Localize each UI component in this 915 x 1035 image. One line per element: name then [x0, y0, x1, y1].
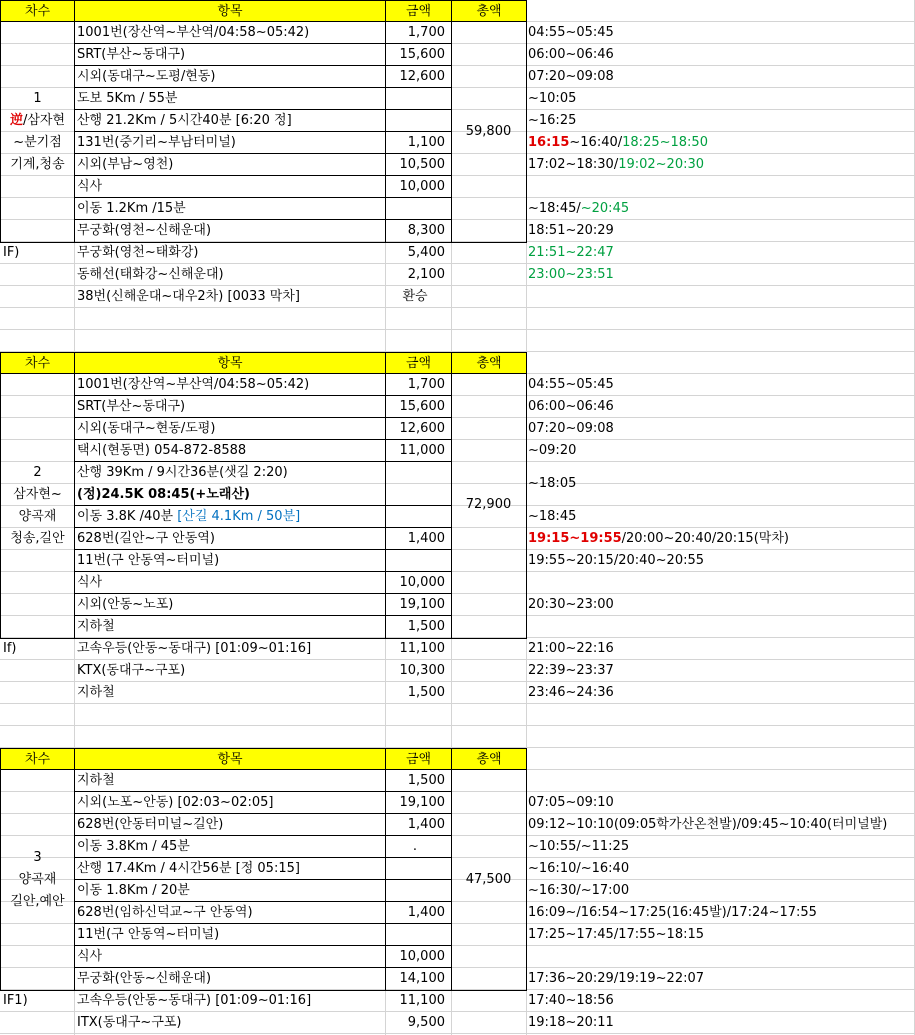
time-text: ~10:05 [528, 91, 577, 106]
row-item: ITX(동대구~구포) [77, 1015, 182, 1030]
time-text: 18:51~20:29 [528, 223, 614, 238]
time-text: 07:05~09:10 [528, 795, 614, 810]
row-item: 무궁화(안동~신해운대) [77, 971, 212, 986]
row-time [526, 770, 914, 792]
row-time [526, 22, 914, 44]
row-amount: 8,300 [407, 223, 445, 238]
time-text: 17:36~20:29/19:19~22:07 [528, 971, 705, 986]
row-item: 식사 [77, 575, 103, 590]
row-time [526, 110, 914, 132]
section2-label-text3: 청송,길안 [10, 531, 65, 546]
row-item: 지하철 [77, 773, 115, 788]
section1-label-text: /삼자현 [22, 113, 66, 128]
row-item: 시외(안동~노포) [77, 597, 174, 612]
time-text: 19:18~20:11 [528, 1015, 614, 1030]
header-chongaek: 총액 [451, 748, 527, 770]
header-hangmok: 항목 [74, 748, 386, 770]
row-amount: 1,100 [407, 135, 445, 150]
row-item: 이동 3.8Km / 45분 [77, 839, 190, 854]
section1-total: 59,800 [465, 124, 512, 139]
row-amount: 10,300 [399, 663, 445, 678]
row-time [526, 176, 914, 198]
row-amount: 10,000 [399, 575, 445, 590]
time-alt: 18:25~18:50 [622, 135, 708, 150]
time-text: 23:46~24:36 [528, 685, 614, 700]
header-geumaek: 금액 [385, 0, 452, 22]
row-amount [385, 110, 451, 132]
section2-move-row [74, 506, 385, 528]
header-geumaek: 금액 [385, 748, 452, 770]
section2-label-text2: 양곡재 [18, 509, 57, 524]
header-chasu: 차수 [0, 748, 75, 770]
time-alt: 23:00~23:51 [528, 267, 614, 282]
section3-total: 47,500 [465, 872, 512, 887]
row-amount: 5,400 [407, 245, 445, 260]
row-time [526, 792, 914, 814]
row-time [526, 594, 914, 616]
row-amount: 14,100 [399, 971, 445, 986]
row-item: 산행 17.4Km / 4시간56분 [정 05:15] [77, 861, 300, 876]
row-item: 고속우등(안동~동대구) [01:09~01:16] [77, 641, 312, 656]
section1-num: 1 [33, 91, 42, 106]
row-time [526, 968, 914, 990]
row-amount [385, 198, 451, 220]
row-amount [385, 88, 451, 110]
row-item: 시외(부남~영천) [77, 157, 174, 172]
time-text: 17:40~18:56 [528, 993, 614, 1008]
row-amount: 19,100 [399, 795, 445, 810]
time-text: ~16:40/ [569, 135, 623, 150]
time-text: 09:12~10:10(09:05학가산온천발)/09:45~10:40(터미널발) [528, 817, 888, 832]
row-time [526, 440, 914, 462]
header-chasu: 차수 [0, 352, 75, 374]
row-item: 지하철 [77, 685, 115, 700]
row-time [526, 682, 914, 704]
row-time [526, 286, 914, 308]
section3-label-text2: 길안,예안 [10, 894, 65, 909]
time-text: 06:00~06:46 [528, 399, 614, 414]
row-amount: 2,100 [407, 267, 445, 282]
row-time [526, 572, 914, 594]
row-time [526, 198, 914, 220]
header-chongaek: 총액 [451, 0, 527, 22]
row-amount: . [412, 839, 418, 854]
row-time [526, 814, 914, 836]
section2-num: 2 [33, 465, 42, 480]
section1-label [0, 88, 75, 176]
row-item: 시외(동대구~도평/현동) [77, 69, 216, 84]
row-amount: 19,100 [399, 597, 445, 612]
time-text: 06:00~06:46 [528, 47, 614, 62]
time-text: 04:55~05:45 [528, 25, 614, 40]
row-item: 지하철 [77, 619, 115, 634]
time-text: 04:55~05:45 [528, 377, 614, 392]
section2-label-text1: 삼자현~ [13, 487, 62, 502]
section2-move-trail: [산길 4.1Km / 50분] [177, 509, 301, 524]
row-item: 식사 [77, 949, 103, 964]
time-text: 22:39~23:37 [528, 663, 614, 678]
row-time [526, 396, 914, 418]
section2-if-label: If) [3, 641, 17, 656]
row-item: SRT(부산~동대구) [77, 47, 186, 62]
row-amount: 11,000 [399, 443, 445, 458]
row-item: 628번(안동터미널~길안) [77, 817, 224, 832]
time-highlight: 16:15 [528, 135, 570, 150]
row-time [526, 1012, 914, 1034]
row-item: 택시(현동면) 054-872-8588 [77, 443, 247, 458]
row-time [526, 902, 914, 924]
row-item: 동해선(태화강~신해운대) [77, 267, 224, 282]
row-item: 식사 [77, 179, 103, 194]
time-text: ~16:10/~16:40 [528, 861, 630, 876]
row-amount: 1,400 [407, 905, 445, 920]
time-text: ~16:25 [528, 113, 577, 128]
row-amount: 11,100 [399, 641, 445, 656]
row-time [526, 66, 914, 88]
row-item: 1001번(장산역~부산역/04:58~05:42) [77, 25, 310, 40]
time-highlight: 19:15~19:55 [528, 531, 622, 546]
row-amount: 환승 [402, 289, 428, 304]
time-text: ~10:55/~11:25 [528, 839, 630, 854]
time-text: 16:09~/16:54~17:25(16:45발)/17:24~17:55 [528, 905, 817, 920]
row-item: 38번(신해운대~대우2차) [0033 막차] [77, 289, 300, 304]
row-item: 1001번(장산역~부산역/04:58~05:42) [77, 377, 310, 392]
row-time [526, 418, 914, 440]
row-time [526, 638, 914, 660]
section2-hike-line2: (정)24.5K 08:45(+노래산) [77, 487, 250, 502]
time-text: 19:55~20:15/20:40~20:55 [528, 553, 705, 568]
row-time [526, 374, 914, 396]
row-item: 산행 21.2Km / 5시간40분 [6:20 정] [77, 113, 292, 128]
row-time [526, 88, 914, 110]
section1-label-text3: 기계,청송 [10, 157, 65, 172]
row-amount: 9,500 [407, 1015, 445, 1030]
section2-total: 72,900 [465, 497, 512, 512]
row-item: 시외(동대구~현동/도평) [77, 421, 216, 436]
row-amount: 10,500 [399, 157, 445, 172]
row-amount: 10,000 [399, 949, 445, 964]
row-time [526, 990, 914, 1012]
row-item: 이동 1.8Km / 20분 [77, 883, 190, 898]
row-amount: 1,400 [407, 817, 445, 832]
row-item: 시외(노포~안동) [02:03~02:05] [77, 795, 274, 810]
row-item: 11번(구 안동역~터미널) [77, 553, 220, 568]
row-amount: 12,600 [399, 69, 445, 84]
row-amount: 1,500 [407, 773, 445, 788]
header-hangmok: 항목 [74, 0, 386, 22]
row-time [526, 44, 914, 66]
row-item: 고속우등(안동~동대구) [01:09~01:16] [77, 993, 312, 1008]
row-time [526, 264, 914, 286]
section1-label-reverse: 逆 [9, 113, 23, 128]
time-text: 17:25~17:45/17:55~18:15 [528, 927, 705, 942]
header-chasu: 차수 [0, 0, 75, 22]
row-amount: 1,500 [407, 685, 445, 700]
row-amount: 10,000 [399, 179, 445, 194]
time-alt: 21:51~22:47 [528, 245, 614, 260]
section3-if-label: IF1) [3, 993, 28, 1008]
row-item: 11번(구 안동역~터미널) [77, 927, 220, 942]
section2-move-time: ~18:45 [528, 509, 577, 524]
row-amount: 1,700 [407, 377, 445, 392]
time-text: 07:20~09:08 [528, 69, 614, 84]
row-time [526, 242, 914, 264]
section2-hike-time: ~18:05 [528, 476, 577, 491]
row-amount: 1,700 [407, 25, 445, 40]
row-time [526, 660, 914, 682]
row-amount: 1,500 [407, 619, 445, 634]
row-amount [385, 880, 451, 902]
row-item: 628번(임하신덕교~구 안동역) [77, 905, 253, 920]
section3-label [0, 847, 75, 913]
row-item: 이동 1.2Km /15분 [77, 201, 186, 216]
row-time [526, 946, 914, 968]
row-time [526, 858, 914, 880]
time-text: 17:02~18:30/ [528, 157, 619, 172]
header-hangmok: 항목 [74, 352, 386, 374]
time-text: ~18:45/ [528, 201, 581, 216]
row-time [526, 836, 914, 858]
time-alt: ~20:45 [580, 201, 630, 216]
row-item: 무궁화(영천~신해운대) [77, 223, 212, 238]
section3-label-text1: 양곡재 [18, 872, 57, 887]
time-text: /20:00~20:40/20:15(막차) [621, 531, 789, 546]
row-amount [385, 858, 451, 880]
row-amount: 15,600 [399, 399, 445, 414]
row-item: KTX(동대구~구포) [77, 663, 186, 678]
section2-move-item: 이동 3.8K /40분 [77, 509, 178, 524]
row-time [526, 132, 914, 154]
row-time [526, 154, 914, 176]
header-geumaek: 금액 [385, 352, 452, 374]
row-amount: 1,400 [407, 531, 445, 546]
row-amount: 15,600 [399, 47, 445, 62]
row-time [526, 220, 914, 242]
grid-row-line [0, 725, 915, 726]
section1-if-label: IF) [3, 245, 20, 260]
section2-hike-line1: 산행 39Km / 9시간36분(샛길 2:20) [77, 465, 288, 480]
time-text: 07:20~09:08 [528, 421, 614, 436]
row-time [526, 550, 914, 572]
row-item: 628번(길안~구 안동역) [77, 531, 215, 546]
row-time [526, 528, 914, 550]
row-amount [385, 550, 451, 572]
time-alt: 19:02~20:30 [618, 157, 705, 172]
row-amount [385, 924, 451, 946]
section1-label-text2: ~분기점 [13, 135, 62, 150]
row-item: SRT(부산~동대구) [77, 399, 186, 414]
time-text: 21:00~22:16 [528, 641, 614, 656]
row-time [526, 880, 914, 902]
time-text: 20:30~23:00 [528, 597, 614, 612]
section3-num: 3 [33, 850, 42, 865]
time-text: ~09:20 [528, 443, 577, 458]
row-amount: 12,600 [399, 421, 445, 436]
row-amount: 11,100 [399, 993, 445, 1008]
row-time [526, 924, 914, 946]
grid-row-line [0, 329, 915, 330]
row-item: 도보 5Km / 55분 [77, 91, 178, 106]
row-item: 131번(중기리~부남터미널) [77, 135, 236, 150]
row-time [526, 616, 914, 638]
row-item: 무궁화(영천~태화강) [77, 245, 199, 260]
header-chongaek: 총액 [451, 352, 527, 374]
time-text: ~16:30/~17:00 [528, 883, 630, 898]
section2-label [0, 462, 75, 550]
